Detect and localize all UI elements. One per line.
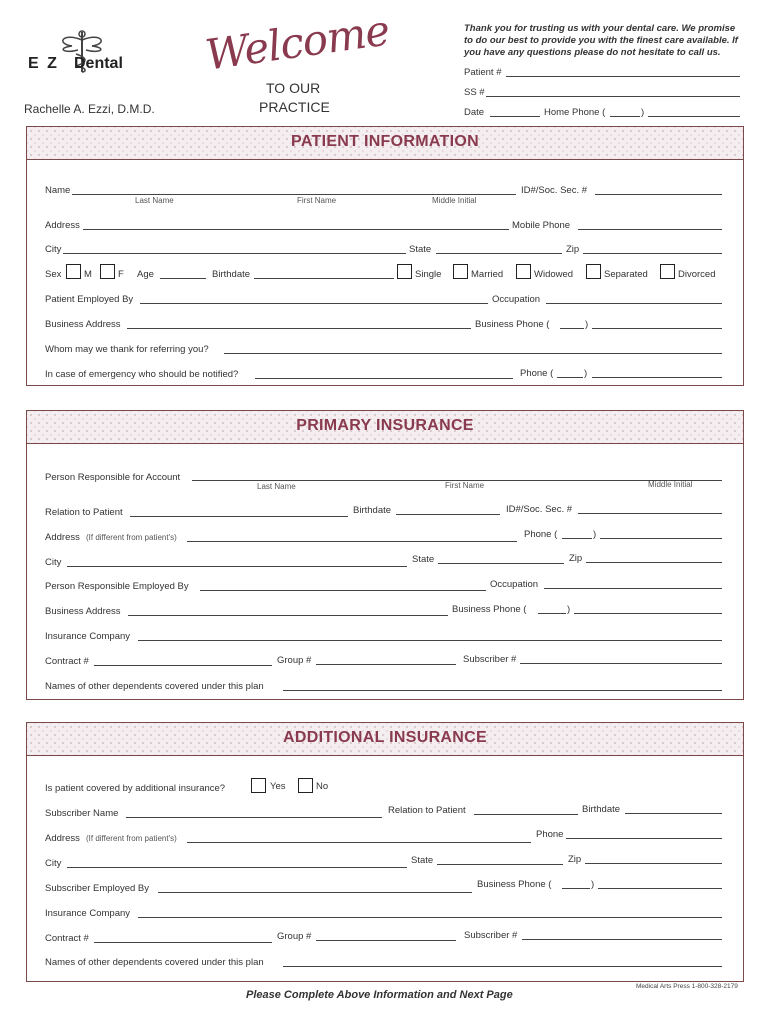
ss-number-label: SS # bbox=[464, 87, 485, 98]
sex-female-label: F bbox=[118, 269, 124, 280]
additional-title: ADDITIONAL INSURANCE bbox=[283, 729, 487, 746]
business-phone-label: Business Phone ( bbox=[475, 319, 550, 330]
additional-business-phone-field[interactable] bbox=[598, 888, 722, 889]
additional-zip-field[interactable] bbox=[585, 863, 722, 864]
subscriber-name-field[interactable] bbox=[126, 817, 382, 818]
footer-note: Please Complete Above Information and Next Page bbox=[246, 989, 513, 1001]
publisher-credit: Medical Arts Press 1-800-328-2179 bbox=[636, 983, 738, 990]
primary-relation-field[interactable] bbox=[130, 516, 348, 517]
additional-group-label: Group # bbox=[277, 931, 312, 942]
primary-group-field[interactable] bbox=[316, 664, 456, 665]
additional-address-field[interactable] bbox=[187, 842, 531, 843]
primary-dependents-field[interactable] bbox=[283, 690, 722, 691]
emergency-label: In case of emergency who should be notified? bbox=[45, 369, 239, 380]
home-phone-field[interactable] bbox=[648, 116, 740, 117]
additional-insurance-section bbox=[26, 722, 744, 982]
primary-state-field[interactable] bbox=[438, 563, 564, 564]
additional-subscriber-label: Subscriber # bbox=[464, 930, 518, 941]
subscriber-name-label: Subscriber Name bbox=[45, 808, 119, 819]
primary-title: PRIMARY INSURANCE bbox=[296, 417, 474, 434]
primary-occupation-field[interactable] bbox=[544, 588, 722, 589]
primary-id-label: ID#/Soc. Sec. # bbox=[506, 504, 573, 515]
city-field[interactable] bbox=[63, 253, 406, 254]
emergency-phone-field[interactable] bbox=[592, 377, 722, 378]
responsible-last-caption: Last Name bbox=[257, 482, 296, 491]
business-address-label: Business Address bbox=[45, 319, 121, 330]
patient-banner bbox=[27, 127, 743, 160]
business-phone-field[interactable] bbox=[592, 328, 722, 329]
married-label: Married bbox=[471, 269, 504, 280]
single-checkbox[interactable] bbox=[397, 264, 412, 279]
primary-insurance-company-field[interactable] bbox=[138, 640, 722, 641]
single-label: Single bbox=[415, 269, 442, 280]
home-phone-label: Home Phone ( bbox=[544, 107, 606, 118]
sex-male-label: M bbox=[84, 269, 92, 280]
primary-contract-label: Contract # bbox=[45, 656, 89, 667]
primary-address-note: (If different from patient's) bbox=[86, 533, 177, 542]
primary-phone-label: Phone ( bbox=[524, 529, 558, 540]
covered-no-label: No bbox=[316, 781, 329, 792]
referral-label: Whom may we thank for referring you? bbox=[45, 344, 209, 355]
primary-birthdate-label: Birthdate bbox=[353, 505, 392, 516]
additional-city-label: City bbox=[45, 858, 62, 869]
thanks-message: Thank you for trusting us with your dental care. We promise to do our best to provide you with the finest care available. If you have any questions please do not hesitate to call us. bbox=[464, 23, 738, 58]
primary-relation-label: Relation to Patient bbox=[45, 507, 123, 518]
primary-employed-label: Person Responsible Employed By bbox=[45, 581, 189, 592]
referral-field[interactable] bbox=[224, 353, 722, 354]
to-our: TO OUR bbox=[266, 80, 321, 96]
name-label: Name bbox=[45, 185, 71, 196]
zip-field[interactable] bbox=[583, 253, 722, 254]
home-phone-area-field[interactable] bbox=[610, 116, 640, 117]
additional-state-label: State bbox=[411, 855, 434, 866]
primary-business-address-label: Business Address bbox=[45, 606, 121, 617]
primary-phone-close: ) bbox=[593, 529, 597, 540]
primary-zip-label: Zip bbox=[569, 553, 583, 564]
address-label: Address bbox=[45, 220, 80, 231]
primary-business-address-field[interactable] bbox=[128, 615, 448, 616]
covered-yes-label: Yes bbox=[270, 781, 286, 792]
primary-business-phone-close: ) bbox=[567, 604, 571, 615]
date-field[interactable] bbox=[490, 116, 540, 117]
additional-address-note: (If different from patient's) bbox=[86, 834, 177, 843]
additional-birthdate-field[interactable] bbox=[625, 813, 722, 814]
business-address-field[interactable] bbox=[127, 328, 471, 329]
business-phone-area-field[interactable] bbox=[560, 328, 584, 329]
additional-business-phone-area-field[interactable] bbox=[562, 888, 590, 889]
emergency-field[interactable] bbox=[255, 378, 513, 379]
birthdate-field[interactable] bbox=[254, 278, 394, 279]
subscriber-employed-label: Subscriber Employed By bbox=[45, 883, 150, 894]
primary-group-label: Group # bbox=[277, 655, 312, 666]
date-label: Date bbox=[464, 107, 485, 118]
covered-no-checkbox[interactable] bbox=[298, 778, 313, 793]
middle-initial-caption: Middle Initial bbox=[432, 196, 477, 205]
primary-state-label: State bbox=[412, 554, 435, 565]
id-soc-field[interactable] bbox=[595, 194, 722, 195]
patient-title: PATIENT INFORMATION bbox=[291, 133, 479, 150]
patient-number-label: Patient # bbox=[464, 67, 502, 78]
primary-insurance-company-label: Insurance Company bbox=[45, 631, 131, 642]
covered-yes-checkbox[interactable] bbox=[251, 778, 266, 793]
subscriber-employed-field[interactable] bbox=[158, 892, 472, 893]
ss-number-field[interactable] bbox=[486, 96, 740, 97]
primary-business-phone-label: Business Phone ( bbox=[452, 604, 527, 615]
responsible-label: Person Responsible for Account bbox=[45, 472, 181, 483]
additional-birthdate-label: Birthdate bbox=[582, 804, 621, 815]
primary-city-label: City bbox=[45, 557, 62, 568]
responsible-middle-caption: Middle Initial bbox=[648, 480, 693, 489]
doctor-name: Rachelle A. Ezzi, D.M.D. bbox=[24, 102, 155, 116]
occupation-label: Occupation bbox=[492, 294, 541, 305]
additional-insurance-company-field[interactable] bbox=[138, 917, 722, 918]
zip-label: Zip bbox=[566, 244, 580, 255]
additional-dependents-label: Names of other dependents covered under this plan bbox=[45, 957, 264, 968]
separated-checkbox[interactable] bbox=[586, 264, 601, 279]
primary-employed-field[interactable] bbox=[200, 590, 486, 591]
city-label: City bbox=[45, 244, 62, 255]
additional-business-phone-label: Business Phone ( bbox=[477, 879, 552, 890]
logo-dental: Dental bbox=[74, 55, 123, 72]
additional-city-field[interactable] bbox=[67, 867, 407, 868]
divorced-label: Divorced bbox=[678, 269, 716, 280]
first-name-caption: First Name bbox=[297, 196, 337, 205]
covered-question: Is patient covered by additional insurance? bbox=[45, 783, 226, 794]
primary-business-phone-area-field[interactable] bbox=[538, 613, 566, 614]
additional-state-field[interactable] bbox=[437, 864, 563, 865]
name-field[interactable] bbox=[72, 194, 516, 195]
primary-dependents-label: Names of other dependents covered under this plan bbox=[45, 681, 264, 692]
primary-business-phone-field[interactable] bbox=[574, 613, 722, 614]
emergency-phone-close: ) bbox=[584, 368, 588, 379]
additional-insurance-company-label: Insurance Company bbox=[45, 908, 131, 919]
sex-female-checkbox[interactable] bbox=[100, 264, 115, 279]
additional-dependents-field[interactable] bbox=[283, 966, 722, 967]
primary-occupation-label: Occupation bbox=[490, 579, 539, 590]
birthdate-label: Birthdate bbox=[212, 269, 251, 280]
welcome-title: Welcome bbox=[202, 5, 393, 80]
divorced-checkbox[interactable] bbox=[660, 264, 675, 279]
additional-relation-field[interactable] bbox=[474, 814, 578, 815]
additional-contract-field[interactable] bbox=[94, 942, 272, 943]
primary-subscriber-field[interactable] bbox=[520, 663, 722, 664]
additional-relation-label: Relation to Patient bbox=[388, 805, 466, 816]
additional-phone-field[interactable] bbox=[566, 838, 722, 839]
primary-birthdate-field[interactable] bbox=[396, 514, 500, 515]
additional-zip-label: Zip bbox=[568, 854, 582, 865]
emergency-phone-label: Phone ( bbox=[520, 368, 554, 379]
primary-id-field[interactable] bbox=[578, 513, 722, 514]
separated-label: Separated bbox=[604, 269, 648, 280]
state-field[interactable] bbox=[436, 253, 562, 254]
practice: PRACTICE bbox=[259, 99, 330, 115]
additional-phone-label: Phone bbox=[536, 829, 564, 840]
primary-address-label: Address bbox=[45, 532, 80, 543]
additional-subscriber-field[interactable] bbox=[522, 939, 722, 940]
mobile-phone-label: Mobile Phone bbox=[512, 220, 571, 231]
employed-by-field[interactable] bbox=[140, 303, 488, 304]
additional-address-label: Address bbox=[45, 833, 80, 844]
logo-ez: E Z bbox=[28, 55, 59, 72]
primary-address-field[interactable] bbox=[187, 541, 517, 542]
widowed-label: Widowed bbox=[534, 269, 574, 280]
primary-insurance-section bbox=[26, 410, 744, 700]
responsible-first-caption: First Name bbox=[445, 481, 485, 490]
occupation-field[interactable] bbox=[546, 303, 722, 304]
employed-by-label: Patient Employed By bbox=[45, 294, 134, 305]
additional-banner bbox=[27, 723, 743, 756]
primary-zip-field[interactable] bbox=[586, 562, 722, 563]
additional-business-phone-close: ) bbox=[591, 879, 595, 890]
primary-contract-field[interactable] bbox=[94, 665, 272, 666]
primary-phone-field[interactable] bbox=[600, 538, 722, 539]
last-name-caption: Last Name bbox=[135, 196, 174, 205]
business-phone-close: ) bbox=[585, 319, 589, 330]
sex-male-checkbox[interactable] bbox=[66, 264, 81, 279]
primary-city-field[interactable] bbox=[67, 566, 407, 567]
id-soc-label: ID#/Soc. Sec. # bbox=[521, 185, 588, 196]
mobile-phone-field[interactable] bbox=[578, 229, 722, 230]
age-label: Age bbox=[137, 269, 154, 280]
additional-group-field[interactable] bbox=[316, 940, 456, 941]
home-phone-close: ) bbox=[641, 107, 645, 118]
state-label: State bbox=[409, 244, 432, 255]
widowed-checkbox[interactable] bbox=[516, 264, 531, 279]
emergency-phone-area-field[interactable] bbox=[557, 377, 583, 378]
address-field[interactable] bbox=[83, 229, 509, 230]
primary-subscriber-label: Subscriber # bbox=[463, 654, 517, 665]
primary-banner bbox=[27, 411, 743, 444]
sex-label: Sex bbox=[45, 269, 62, 280]
additional-contract-label: Contract # bbox=[45, 933, 89, 944]
primary-phone-area-field[interactable] bbox=[562, 538, 592, 539]
patient-number-field[interactable] bbox=[506, 76, 740, 77]
age-field[interactable] bbox=[160, 278, 206, 279]
married-checkbox[interactable] bbox=[453, 264, 468, 279]
